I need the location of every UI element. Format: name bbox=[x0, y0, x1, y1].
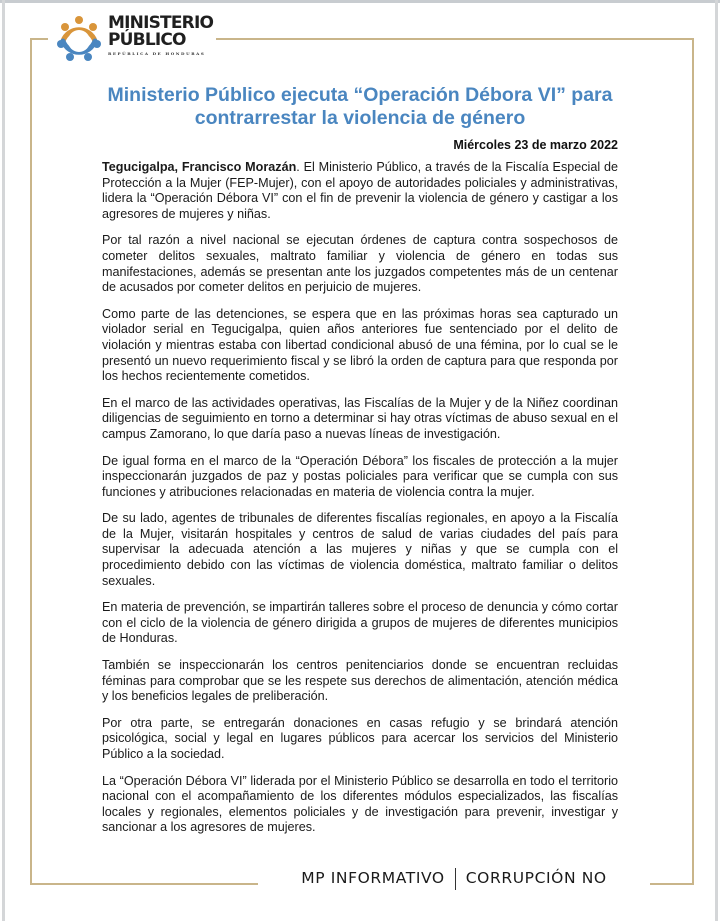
article-paragraph: Por tal razón a nivel nacional se ejecutan órdenes de captura contra sospechosos de cometer delitos sexuales, maltrato familiar y violencia de género en todas sus manifestaciones, además se presentan ante los juzgados competentes más de un centenar de acusados por cometer delitos en perjuicio de mujeres. bbox=[102, 233, 618, 295]
ministerio-publico-logo bbox=[56, 12, 216, 68]
frame-border-top-left bbox=[30, 38, 48, 40]
article-paragraph: Como parte de las detenciones, se espera que en las próximas horas sea capturado un violador serial en Tegucigalpa, quien años anteriores fue sentenciado por el delito de violación y mientras estaba con libertad condicional abusó de una fémina, por lo cual se le presentó un nuevo requerimiento fiscal y se libró la orden de captura para que responda por los hechos recientemente cometidos. bbox=[102, 306, 618, 384]
article-paragraph: Por otra parte, se entregarán donaciones en casas refugio y se brindará atención psicológica, social y legal en lugares públicos para acercar los servicios del Ministerio Público a la sociedad. bbox=[102, 715, 618, 761]
footer-mp-informativo: MP INFORMATIVO bbox=[301, 869, 445, 887]
frame-border-left bbox=[30, 38, 32, 885]
article-paragraph: De igual forma en el marco de la “Operación Débora” los fiscales de protección a la mujer inspeccionarán juzgados de paz y postas policiales para verificar que se cumpla con sus funciones y atribuciones relacionadas en materia de violencia contra la mujer. bbox=[102, 453, 618, 499]
article-body bbox=[102, 160, 618, 847]
article-paragraph: También se inspeccionarán los centros penitenciarios donde se encuentran recluidas féminas para comprobar que se les respete sus derechos de alimentación, atención médica y los beneficios legales de preliberación. bbox=[102, 658, 618, 704]
frame-border-right bbox=[692, 38, 694, 885]
page-edge-left bbox=[2, 0, 5, 921]
press-release-title: Ministerio Público ejecuta “Operación Débora VI” para contrarrestar la violencia de género bbox=[107, 84, 613, 129]
lead-location: Tegucigalpa, Francisco Morazán bbox=[102, 160, 297, 174]
article-paragraph: En el marco de las actividades operativas, las Fiscalías de la Mujer y de la Niñez coordinan diligencias de seguimiento en torno a determinar si hay otras víctimas de abuso sexual en el campus Zamorano, lo que daría paso a nuevas líneas de investigación. bbox=[102, 395, 618, 441]
press-release-date: Miércoles 23 de marzo 2022 bbox=[453, 138, 618, 152]
logo-subtitle: REPÚBLICA DE HONDURAS bbox=[108, 51, 206, 56]
logo-line-ministerio: MINISTERIO bbox=[108, 13, 214, 33]
article-paragraph: La “Operación Débora VI” liderada por el Ministerio Público se desarrolla en todo el territorio nacional con el acompañamiento de los diferentes módulos especializados, las fiscalías locales y regionales, elementos policiales y de investigación para prevenir, investigar y sancionar a los agresores de mujeres. bbox=[102, 773, 618, 835]
frame-border-top-right bbox=[216, 38, 694, 40]
page-edge-top bbox=[0, 0, 720, 3]
frame-border-bottom-right bbox=[650, 883, 694, 885]
logo-text bbox=[108, 15, 213, 56]
people-circle-icon bbox=[56, 15, 102, 63]
footer-separator bbox=[455, 868, 456, 890]
article-paragraph: De su lado, agentes de tribunales de diferentes fiscalías regionales, en apoyo a la Fiscalía de la Mujer, visitarán hospitales y centros de salud de varias ciudades del país para supervisar la adecuada atención a las mujeres y niñas y que se cumpla con el procedimiento debido con las víctimas de violencia doméstica, maltrato familiar o delitos sexuales. bbox=[102, 511, 618, 588]
page-edge-right bbox=[715, 0, 718, 921]
frame-border-bottom-left bbox=[30, 883, 258, 885]
article-paragraph: En materia de prevención, se impartirán talleres sobre el proceso de denuncia y cómo cortar con el ciclo de la violencia de género dirigida a grupos de mujeres de diferentes municipios de Honduras. bbox=[102, 600, 618, 646]
footer-tagline bbox=[258, 866, 650, 890]
logo-line-publico: PÚBLICO bbox=[108, 30, 186, 50]
lead-text: . El Ministerio Público, a través de la Fiscalía Especial de Protección a la Mujer (FEP-Mujer), con el apoyo de autoridades policiales y administrativas, lidera la “Operación Débora VI” con el fin de prevenir la violencia de género y castigar a los agresores de mujeres y niñas. bbox=[102, 160, 618, 221]
footer-corrupcion-no: CORRUPCIÓN NO bbox=[465, 869, 607, 887]
lead-paragraph bbox=[102, 160, 618, 222]
